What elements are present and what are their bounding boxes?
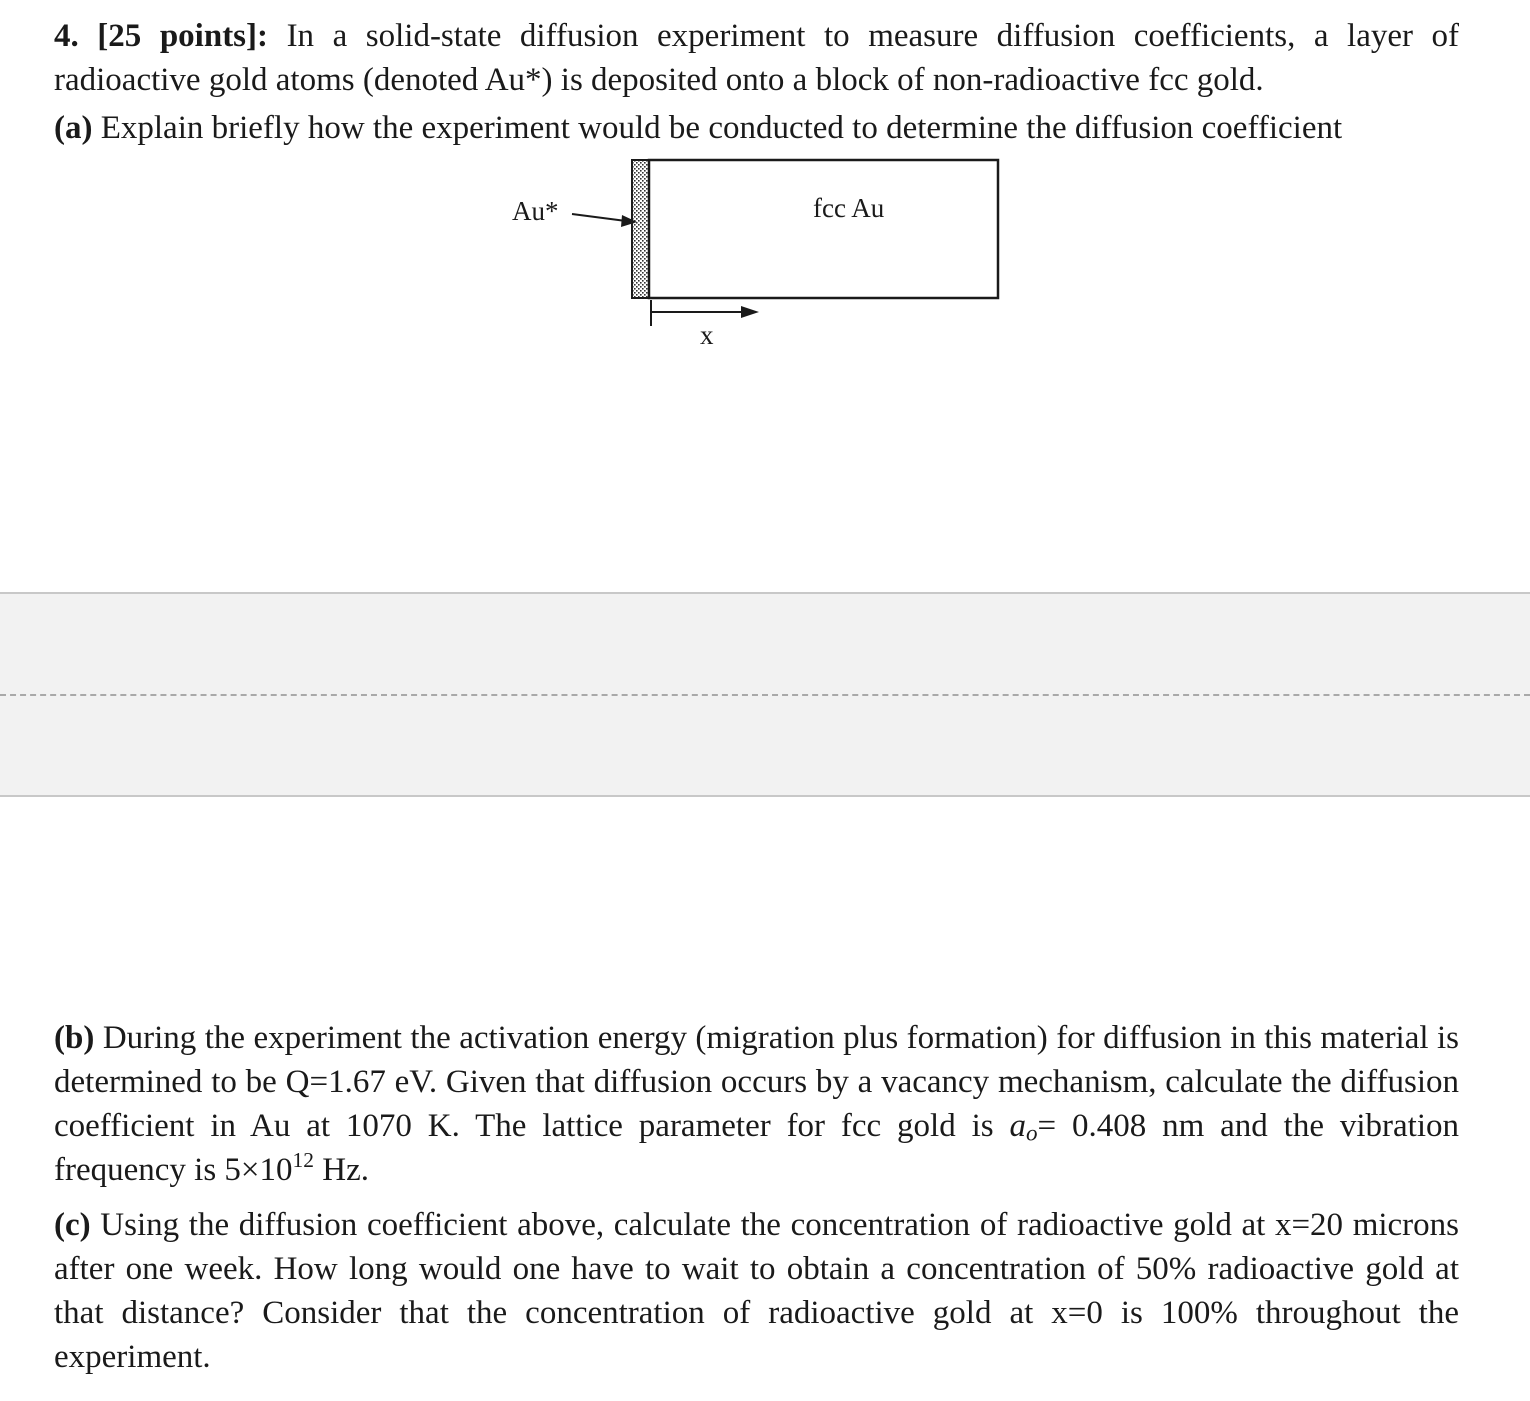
question-points: [25 points]: bbox=[97, 18, 269, 54]
part-b-label: (b) bbox=[54, 1020, 95, 1056]
au-star-layer bbox=[632, 160, 649, 298]
question-intro bbox=[54, 14, 1459, 102]
fcc-au-label: fcc Au bbox=[813, 193, 885, 223]
part-b-text: During the experiment the activation energy (migration plus formation) for diffusion in this material is determined to be Q=1.67 eV. Given that diffusion occurs by a vacancy mechanism, calculate the diffusion coefficient in Au at 1070 K. The lattice parameter for fcc gold is bbox=[54, 1020, 1460, 1144]
question-intro-text: In a solid-state diffusion experiment to measure diffusion coefficients, a layer of radioactive gold atoms (denoted Au*) is deposited onto a block of non-radioactive fcc gold. bbox=[54, 18, 1460, 98]
answer-divider bbox=[0, 694, 1530, 696]
au-star-label: Au* bbox=[512, 196, 559, 226]
question-number: 4. bbox=[54, 18, 79, 54]
lattice-parameter-symbol: a bbox=[1009, 1108, 1026, 1144]
answer-area[interactable] bbox=[0, 592, 1530, 797]
part-a-label: (a) bbox=[54, 110, 93, 146]
part-c-label: (c) bbox=[54, 1207, 91, 1243]
diagram-graphic bbox=[500, 150, 1020, 360]
x-axis-arrowhead bbox=[741, 306, 759, 318]
part-a bbox=[54, 106, 1459, 150]
lattice-parameter-subscript: o bbox=[1025, 1119, 1038, 1146]
diffusion-diagram bbox=[500, 150, 1020, 360]
frequency-exponent: 12 bbox=[292, 1148, 314, 1173]
part-b bbox=[54, 1016, 1459, 1192]
x-axis-label: x bbox=[700, 320, 714, 350]
fcc-au-block bbox=[649, 160, 998, 298]
part-c-text: Using the diffusion coefficient above, calculate the concentration of radioactive gold at x=20 microns after one week. How long would one have to wait to obtain a concentration of 50% radioactive gold at that distance? Consider that the concentration of radioactive gold at x=0 is 100% throughout the experiment. bbox=[54, 1207, 1460, 1375]
au-star-arrow bbox=[572, 214, 626, 221]
part-c bbox=[54, 1203, 1459, 1379]
lattice-parameter-value: = 0.408 nm and the vibration frequency is 5×10 bbox=[54, 1108, 1459, 1188]
frequency-unit: Hz. bbox=[322, 1152, 369, 1188]
part-a-text: Explain briefly how the experiment would be conducted to determine the diffusion coefficient bbox=[100, 110, 1343, 146]
